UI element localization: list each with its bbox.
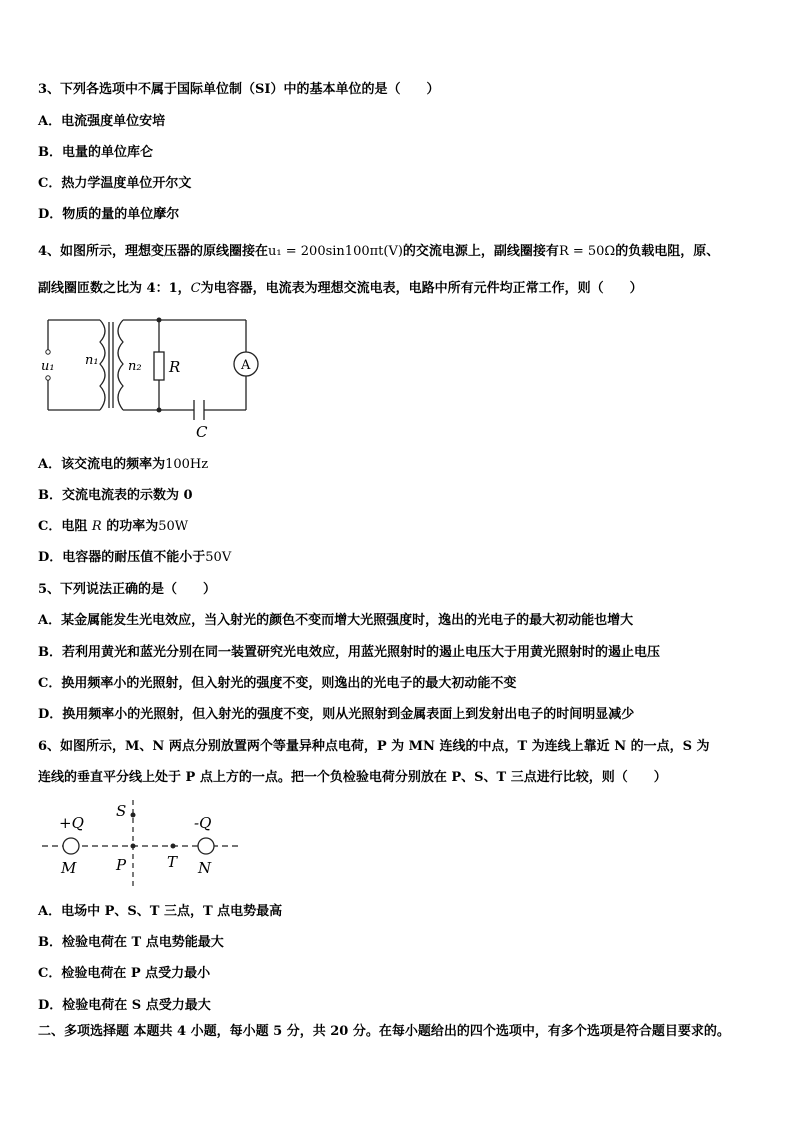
q3-option-d: D．物质的量的单位摩尔 — [38, 207, 180, 222]
q5-option-b: B．若利用黄光和蓝光分别在同一装置研究光电效应，用蓝光照射时的遏止电压大于用黄光照射时的遏止电压 — [38, 645, 660, 660]
q4-stem2-text-b: 为电容器，电流表为理想交流电表，电路中所有元件均正常工作，则（ ） — [200, 281, 643, 296]
label-plusQ: +Q — [59, 814, 84, 832]
q3-option-b: B．电量的单位库仑 — [38, 145, 153, 160]
label-N: N — [198, 859, 212, 877]
q5-option-c: C．换用频率小的光照射，但入射光的强度不变，则逸出的光电子的最大初动能不变 — [38, 676, 517, 691]
q4-stem-text-c: 的负载电阻，原、 — [615, 244, 720, 259]
q4-option-d-text: D．电容器的耐压值不能小于 — [38, 550, 206, 565]
q3-option-c: C．热力学温度单位开尔文 — [38, 176, 192, 191]
q4-option-c-text2: 的功率为 — [101, 519, 159, 534]
charge-M — [63, 838, 79, 854]
q6-stem-line2: 连线的垂直平分线上处于 P 点上方的一点。把一个负检验电荷分别放在 P、S、T 三点进行比较，则（ ） — [38, 770, 667, 785]
q6-option-a: A．电场中 P、S、T 三点，T 点电势最高 — [38, 904, 283, 919]
q4-option-c — [38, 519, 188, 535]
q6-option-b: B．检验电荷在 T 点电势能最大 — [38, 935, 224, 950]
q5-stem: 5、下列说法正确的是（ ） — [38, 582, 217, 597]
q4-option-c-value: 50W — [158, 519, 189, 534]
q5-option-d: D．换用频率小的光照射，但入射光的强度不变，则从光照射到金属表面上到发射出电子的时间明显减少 — [38, 707, 635, 722]
q6-option-d: D．检验电荷在 S 点受力最大 — [38, 998, 211, 1013]
q4-option-d-value: 50V — [205, 550, 232, 565]
q4-stem-text-a: 4、如图所示，理想变压器的原线圈接在 — [38, 244, 269, 259]
label-u1: u₁ — [41, 359, 55, 374]
q6-option-c: C．检验电荷在 P 点受力最小 — [38, 966, 211, 981]
q4-option-c-R: R — [91, 519, 102, 534]
transformer-circuit-diagram — [38, 312, 268, 442]
q4-capacitor-symbol: C — [190, 281, 201, 296]
q4-option-a-text: A．该交流电的频率为 — [38, 457, 166, 472]
point-T — [171, 844, 176, 849]
charges-diagram — [38, 796, 248, 890]
label-R: R — [169, 358, 181, 376]
label-minusQ: -Q — [194, 814, 212, 832]
point-P — [131, 844, 136, 849]
q4-stem-line1 — [38, 244, 719, 260]
point-S — [131, 813, 136, 818]
label-C: C — [196, 423, 208, 441]
q4-voltage-formula: u₁ = 200sin100πt(V) — [268, 244, 403, 259]
q4-option-b-text: B．交流电流表的示数为 0 — [38, 488, 193, 503]
q4-stem-line2 — [38, 281, 643, 297]
charge-N — [198, 838, 214, 854]
q4-option-a — [38, 457, 208, 473]
label-M: M — [61, 859, 77, 877]
label-S: S — [116, 802, 127, 820]
q4-option-d — [38, 550, 231, 566]
q4-option-c-text: C．电阻 — [38, 519, 92, 534]
label-P: P — [116, 856, 127, 874]
q4-option-a-value: 100Hz — [165, 457, 209, 472]
q6-stem-line1: 6、如图所示，M、N 两点分别放置两个等量异种点电荷，P 为 MN 连线的中点，T 为连线上靠近 N 的一点，S 为 — [38, 739, 710, 754]
section2-heading: 二、多项选择题 本题共 4 小题，每小题 5 分，共 20 分。在每小题给出的四个选项中，有多个选项是符合题目要求的。 — [38, 1024, 730, 1039]
q3-option-a: A．电流强度单位安培 — [38, 114, 166, 129]
q3-stem: 3、下列各选项中不属于国际单位制（SI）中的基本单位的是（ ） — [38, 82, 440, 97]
q4-resistance-value: R = 50Ω — [558, 244, 616, 259]
label-A: A — [241, 358, 251, 373]
resistor-symbol — [154, 352, 164, 380]
q5-option-a: A．某金属能发生光电效应，当入射光的颜色不变而增大光照强度时，逸出的光电子的最大初动能也增大 — [38, 613, 634, 628]
q4-stem2-text-a: 副线圈匝数之比为 4：1， — [38, 281, 191, 296]
label-n2: n₂ — [128, 359, 142, 374]
label-T: T — [167, 853, 178, 871]
label-n1: n₁ — [85, 353, 99, 368]
q4-option-b — [38, 488, 193, 504]
q4-stem-text-b: 的交流电源上，副线圈接有 — [402, 244, 559, 259]
